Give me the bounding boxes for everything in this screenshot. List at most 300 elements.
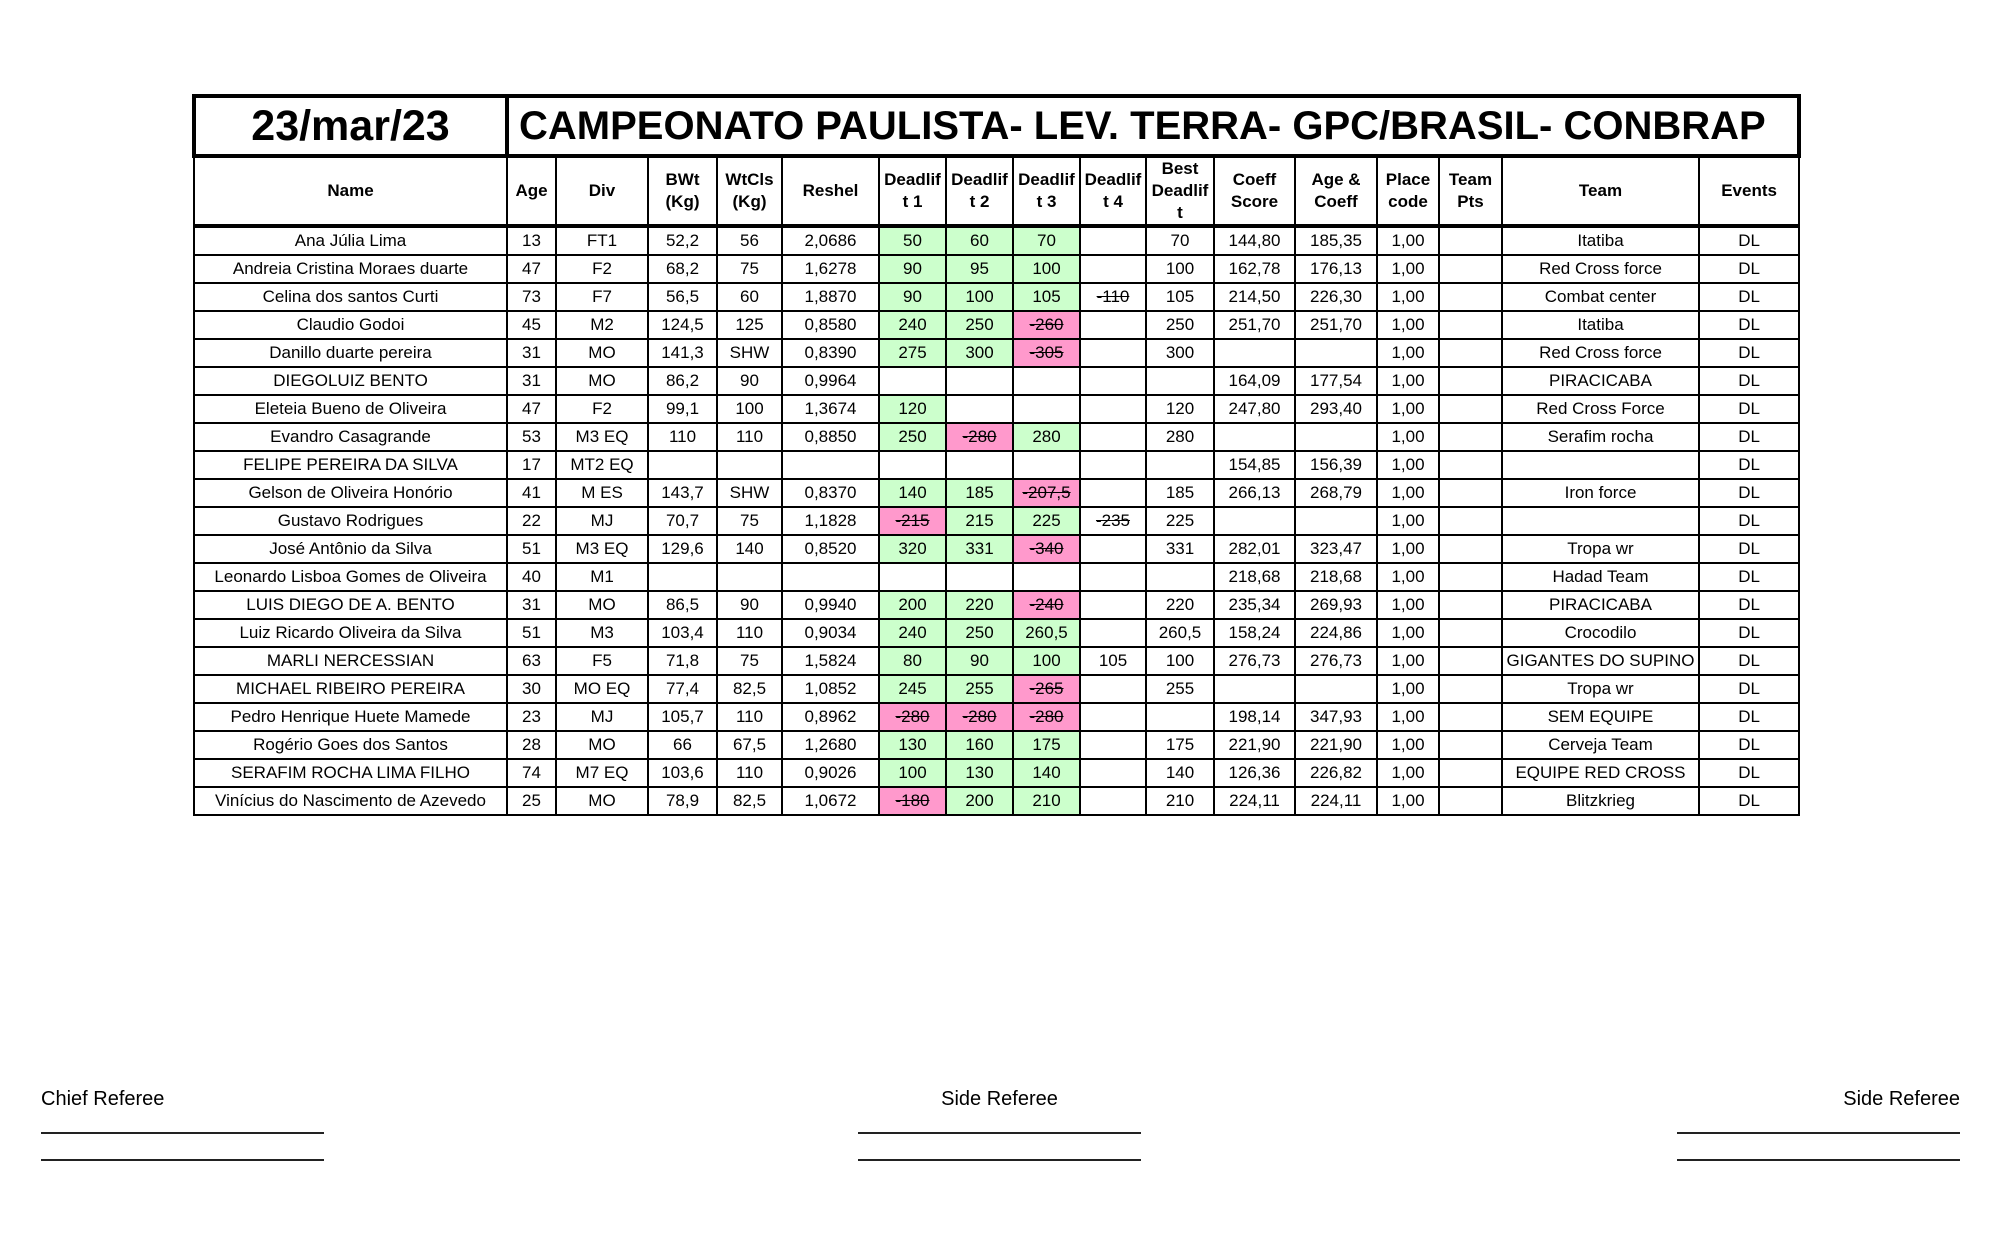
- athlete-name: Leonardo Lisboa Gomes de Oliveira: [194, 563, 507, 591]
- team-cell: [1502, 451, 1699, 479]
- deadlift-attempt-1: 275: [879, 339, 946, 367]
- best-deadlift-cell: 175: [1146, 731, 1214, 759]
- table-row: [194, 675, 1799, 703]
- bodyweight-cell: 105,7: [648, 703, 717, 731]
- age-coeff-cell: 323,47: [1295, 535, 1377, 563]
- deadlift-attempt-3: 105: [1013, 283, 1080, 311]
- age-coeff-cell: 156,39: [1295, 451, 1377, 479]
- bodyweight-cell: 86,2: [648, 367, 717, 395]
- age-cell: 28: [507, 731, 556, 759]
- deadlift-attempt-2: [946, 395, 1013, 423]
- column-header-deadlift-2: Deadlif t 2: [946, 156, 1013, 226]
- table-row: [194, 703, 1799, 731]
- table-row: [194, 339, 1799, 367]
- team-pts-cell: [1439, 479, 1502, 507]
- coeff-score-cell: 198,14: [1214, 703, 1295, 731]
- weight-class-cell: 75: [717, 255, 782, 283]
- team-cell: Iron force: [1502, 479, 1699, 507]
- side-referee-1-label: Side Referee: [941, 1088, 1058, 1110]
- best-deadlift-cell: 100: [1146, 255, 1214, 283]
- age-cell: 31: [507, 367, 556, 395]
- age-coeff-cell: 293,40: [1295, 395, 1377, 423]
- table-row: [194, 647, 1799, 675]
- reshel-cell: 0,8370: [782, 479, 879, 507]
- best-deadlift-cell: 70: [1146, 226, 1214, 255]
- bodyweight-cell: 141,3: [648, 339, 717, 367]
- reshel-cell: 0,9034: [782, 619, 879, 647]
- results-sheet: [192, 94, 1797, 816]
- place-code-cell: 1,00: [1377, 619, 1439, 647]
- team-pts-cell: [1439, 787, 1502, 815]
- age-cell: 51: [507, 535, 556, 563]
- bodyweight-cell: 52,2: [648, 226, 717, 255]
- column-header-div: Div: [556, 156, 648, 226]
- division-cell: M3: [556, 619, 648, 647]
- athlete-name: Danillo duarte pereira: [194, 339, 507, 367]
- place-code-cell: 1,00: [1377, 759, 1439, 787]
- team-cell: Blitzkrieg: [1502, 787, 1699, 815]
- deadlift-attempt-1: -180: [879, 787, 946, 815]
- age-coeff-cell: 251,70: [1295, 311, 1377, 339]
- age-coeff-cell: 224,86: [1295, 619, 1377, 647]
- bodyweight-cell: 71,8: [648, 647, 717, 675]
- place-code-cell: 1,00: [1377, 675, 1439, 703]
- deadlift-attempt-1: 80: [879, 647, 946, 675]
- deadlift-attempt-2: [946, 367, 1013, 395]
- deadlift-attempt-4: [1080, 423, 1146, 451]
- place-code-cell: 1,00: [1377, 535, 1439, 563]
- bodyweight-cell: 103,4: [648, 619, 717, 647]
- age-cell: 31: [507, 591, 556, 619]
- deadlift-attempt-3: 210: [1013, 787, 1080, 815]
- age-coeff-cell: 224,11: [1295, 787, 1377, 815]
- age-cell: 22: [507, 507, 556, 535]
- place-code-cell: 1,00: [1377, 311, 1439, 339]
- team-pts-cell: [1439, 591, 1502, 619]
- bodyweight-cell: 129,6: [648, 535, 717, 563]
- bodyweight-cell: 70,7: [648, 507, 717, 535]
- column-header-coeff-score: Coeff Score: [1214, 156, 1295, 226]
- column-header-deadlift-1: Deadlif t 1: [879, 156, 946, 226]
- place-code-cell: 1,00: [1377, 423, 1439, 451]
- column-header-deadlift-3: Deadlif t 3: [1013, 156, 1080, 226]
- reshel-cell: 1,2680: [782, 731, 879, 759]
- best-deadlift-cell: 100: [1146, 647, 1214, 675]
- place-code-cell: 1,00: [1377, 647, 1439, 675]
- team-pts-cell: [1439, 703, 1502, 731]
- best-deadlift-cell: 331: [1146, 535, 1214, 563]
- age-coeff-cell: [1295, 675, 1377, 703]
- age-coeff-cell: 226,30: [1295, 283, 1377, 311]
- column-header-team: Team: [1502, 156, 1699, 226]
- division-cell: F5: [556, 647, 648, 675]
- division-cell: M2: [556, 311, 648, 339]
- age-cell: 51: [507, 619, 556, 647]
- age-cell: 13: [507, 226, 556, 255]
- deadlift-attempt-4: [1080, 311, 1146, 339]
- deadlift-attempt-1: 240: [879, 311, 946, 339]
- athlete-name: LUIS DIEGO DE A. BENTO: [194, 591, 507, 619]
- reshel-cell: 0,9026: [782, 759, 879, 787]
- best-deadlift-cell: 225: [1146, 507, 1214, 535]
- age-coeff-cell: 226,82: [1295, 759, 1377, 787]
- division-cell: F2: [556, 395, 648, 423]
- column-header-best-deadlift: Best Deadlif t: [1146, 156, 1214, 226]
- deadlift-attempt-2: 130: [946, 759, 1013, 787]
- team-pts-cell: [1439, 423, 1502, 451]
- reshel-cell: 0,8850: [782, 423, 879, 451]
- athlete-name: MARLI NERCESSIAN: [194, 647, 507, 675]
- deadlift-attempt-3: 140: [1013, 759, 1080, 787]
- bodyweight-cell: 68,2: [648, 255, 717, 283]
- coeff-score-cell: 221,90: [1214, 731, 1295, 759]
- deadlift-attempt-2: 300: [946, 339, 1013, 367]
- events-cell: DL: [1699, 731, 1799, 759]
- coeff-score-cell: 144,80: [1214, 226, 1295, 255]
- column-header-row: [194, 156, 1799, 226]
- age-cell: 23: [507, 703, 556, 731]
- best-deadlift-cell: 300: [1146, 339, 1214, 367]
- column-header-name: Name: [194, 156, 507, 226]
- age-cell: 47: [507, 395, 556, 423]
- reshel-cell: 1,3674: [782, 395, 879, 423]
- age-cell: 45: [507, 311, 556, 339]
- coeff-score-cell: 164,09: [1214, 367, 1295, 395]
- deadlift-attempt-2: [946, 451, 1013, 479]
- events-cell: DL: [1699, 423, 1799, 451]
- weight-class-cell: 82,5: [717, 787, 782, 815]
- reshel-cell: 1,5824: [782, 647, 879, 675]
- team-cell: Red Cross force: [1502, 255, 1699, 283]
- deadlift-attempt-3: 280: [1013, 423, 1080, 451]
- place-code-cell: 1,00: [1377, 591, 1439, 619]
- team-pts-cell: [1439, 647, 1502, 675]
- deadlift-attempt-3: -260: [1013, 311, 1080, 339]
- division-cell: MT2 EQ: [556, 451, 648, 479]
- coeff-score-cell: [1214, 423, 1295, 451]
- athlete-name: SERAFIM ROCHA LIMA FILHO: [194, 759, 507, 787]
- place-code-cell: 1,00: [1377, 255, 1439, 283]
- events-cell: DL: [1699, 339, 1799, 367]
- athlete-name: Vinícius do Nascimento de Azevedo: [194, 787, 507, 815]
- athlete-name: Gustavo Rodrigues: [194, 507, 507, 535]
- deadlift-attempt-1: 200: [879, 591, 946, 619]
- athlete-name: Rogério Goes dos Santos: [194, 731, 507, 759]
- deadlift-attempt-2: 185: [946, 479, 1013, 507]
- coeff-score-cell: [1214, 507, 1295, 535]
- side-referee-2-signature-line-2: [1677, 1159, 1960, 1161]
- column-header-deadlift-4: Deadlif t 4: [1080, 156, 1146, 226]
- team-cell: EQUIPE RED CROSS: [1502, 759, 1699, 787]
- weight-class-cell: 60: [717, 283, 782, 311]
- place-code-cell: 1,00: [1377, 507, 1439, 535]
- events-cell: DL: [1699, 675, 1799, 703]
- table-row: [194, 311, 1799, 339]
- team-pts-cell: [1439, 535, 1502, 563]
- deadlift-attempt-3: 175: [1013, 731, 1080, 759]
- bodyweight-cell: 86,5: [648, 591, 717, 619]
- table-row: [194, 591, 1799, 619]
- best-deadlift-cell: 255: [1146, 675, 1214, 703]
- deadlift-attempt-4: -110: [1080, 283, 1146, 311]
- coeff-score-cell: 126,36: [1214, 759, 1295, 787]
- team-pts-cell: [1439, 507, 1502, 535]
- deadlift-attempt-1: [879, 451, 946, 479]
- age-cell: 74: [507, 759, 556, 787]
- team-pts-cell: [1439, 339, 1502, 367]
- table-row: [194, 507, 1799, 535]
- reshel-cell: 1,8870: [782, 283, 879, 311]
- events-cell: DL: [1699, 619, 1799, 647]
- title-row: [194, 96, 1799, 156]
- deadlift-attempt-4: [1080, 619, 1146, 647]
- team-cell: GIGANTES DO SUPINO: [1502, 647, 1699, 675]
- deadlift-attempt-2: 220: [946, 591, 1013, 619]
- weight-class-cell: 82,5: [717, 675, 782, 703]
- athlete-name: MICHAEL RIBEIRO PEREIRA: [194, 675, 507, 703]
- deadlift-attempt-3: 100: [1013, 255, 1080, 283]
- age-cell: 47: [507, 255, 556, 283]
- side-referee-1-signature-line-1: [858, 1132, 1141, 1134]
- events-cell: DL: [1699, 647, 1799, 675]
- meet-title: CAMPEONATO PAULISTA- LEV. TERRA- GPC/BRASIL- CONBRAP: [507, 96, 1799, 156]
- side-referee-2-label: Side Referee: [1843, 1088, 1960, 1110]
- deadlift-attempt-4: [1080, 703, 1146, 731]
- weight-class-cell: 90: [717, 591, 782, 619]
- deadlift-attempt-2: 90: [946, 647, 1013, 675]
- coeff-score-cell: 224,11: [1214, 787, 1295, 815]
- table-row: [194, 226, 1799, 255]
- table-row: [194, 535, 1799, 563]
- deadlift-attempt-2: 250: [946, 619, 1013, 647]
- weight-class-cell: [717, 563, 782, 591]
- best-deadlift-cell: 280: [1146, 423, 1214, 451]
- athlete-name: Eleteia Bueno de Oliveira: [194, 395, 507, 423]
- deadlift-attempt-2: 215: [946, 507, 1013, 535]
- coeff-score-cell: 235,34: [1214, 591, 1295, 619]
- place-code-cell: 1,00: [1377, 339, 1439, 367]
- events-cell: DL: [1699, 703, 1799, 731]
- best-deadlift-cell: 210: [1146, 787, 1214, 815]
- place-code-cell: 1,00: [1377, 367, 1439, 395]
- team-cell: [1502, 507, 1699, 535]
- deadlift-attempt-1: 240: [879, 619, 946, 647]
- table-row: [194, 255, 1799, 283]
- division-cell: M3 EQ: [556, 535, 648, 563]
- division-cell: F7: [556, 283, 648, 311]
- age-coeff-cell: [1295, 423, 1377, 451]
- bodyweight-cell: 110: [648, 423, 717, 451]
- best-deadlift-cell: 250: [1146, 311, 1214, 339]
- deadlift-attempt-1: 245: [879, 675, 946, 703]
- deadlift-attempt-3: 225: [1013, 507, 1080, 535]
- deadlift-attempt-4: [1080, 591, 1146, 619]
- coeff-score-cell: [1214, 339, 1295, 367]
- age-coeff-cell: 221,90: [1295, 731, 1377, 759]
- team-pts-cell: [1439, 283, 1502, 311]
- best-deadlift-cell: [1146, 703, 1214, 731]
- team-pts-cell: [1439, 619, 1502, 647]
- deadlift-attempt-3: -340: [1013, 535, 1080, 563]
- team-pts-cell: [1439, 255, 1502, 283]
- deadlift-attempt-1: -215: [879, 507, 946, 535]
- reshel-cell: 0,9964: [782, 367, 879, 395]
- deadlift-attempt-4: [1080, 451, 1146, 479]
- chief-referee-label: Chief Referee: [41, 1088, 165, 1110]
- events-cell: DL: [1699, 283, 1799, 311]
- deadlift-attempt-1: 250: [879, 423, 946, 451]
- team-cell: PIRACICABA: [1502, 367, 1699, 395]
- deadlift-attempt-1: [879, 563, 946, 591]
- reshel-cell: 1,0672: [782, 787, 879, 815]
- best-deadlift-cell: 260,5: [1146, 619, 1214, 647]
- deadlift-attempt-2: 160: [946, 731, 1013, 759]
- team-pts-cell: [1439, 563, 1502, 591]
- reshel-cell: 0,9940: [782, 591, 879, 619]
- column-header-team-pts: Team Pts: [1439, 156, 1502, 226]
- division-cell: M ES: [556, 479, 648, 507]
- deadlift-attempt-4: [1080, 787, 1146, 815]
- team-pts-cell: [1439, 675, 1502, 703]
- division-cell: MJ: [556, 507, 648, 535]
- division-cell: MO: [556, 787, 648, 815]
- weight-class-cell: 110: [717, 423, 782, 451]
- reshel-cell: [782, 451, 879, 479]
- division-cell: FT1: [556, 226, 648, 255]
- bodyweight-cell: 78,9: [648, 787, 717, 815]
- deadlift-attempt-4: [1080, 535, 1146, 563]
- events-cell: DL: [1699, 563, 1799, 591]
- deadlift-attempt-2: 250: [946, 311, 1013, 339]
- deadlift-attempt-2: 95: [946, 255, 1013, 283]
- athlete-name: Claudio Godoi: [194, 311, 507, 339]
- coeff-score-cell: 218,68: [1214, 563, 1295, 591]
- division-cell: M1: [556, 563, 648, 591]
- coeff-score-cell: 276,73: [1214, 647, 1295, 675]
- weight-class-cell: 125: [717, 311, 782, 339]
- deadlift-attempt-1: 90: [879, 255, 946, 283]
- meet-date: 23/mar/23: [194, 96, 507, 156]
- weight-class-cell: 110: [717, 759, 782, 787]
- events-cell: DL: [1699, 787, 1799, 815]
- best-deadlift-cell: 140: [1146, 759, 1214, 787]
- division-cell: MO: [556, 591, 648, 619]
- weight-class-cell: 140: [717, 535, 782, 563]
- bodyweight-cell: [648, 451, 717, 479]
- team-cell: Red Cross force: [1502, 339, 1699, 367]
- table-row: [194, 423, 1799, 451]
- place-code-cell: 1,00: [1377, 283, 1439, 311]
- place-code-cell: 1,00: [1377, 451, 1439, 479]
- deadlift-attempt-3: -240: [1013, 591, 1080, 619]
- coeff-score-cell: 247,80: [1214, 395, 1295, 423]
- deadlift-attempt-2: 200: [946, 787, 1013, 815]
- bodyweight-cell: 56,5: [648, 283, 717, 311]
- team-pts-cell: [1439, 759, 1502, 787]
- athlete-name: Ana Júlia Lima: [194, 226, 507, 255]
- deadlift-attempt-1: 120: [879, 395, 946, 423]
- deadlift-attempt-2: -280: [946, 703, 1013, 731]
- best-deadlift-cell: [1146, 563, 1214, 591]
- reshel-cell: 0,8520: [782, 535, 879, 563]
- deadlift-attempt-1: 100: [879, 759, 946, 787]
- deadlift-attempt-3: 100: [1013, 647, 1080, 675]
- team-cell: Crocodilo: [1502, 619, 1699, 647]
- events-cell: DL: [1699, 226, 1799, 255]
- age-cell: 17: [507, 451, 556, 479]
- deadlift-attempt-4: [1080, 479, 1146, 507]
- age-coeff-cell: 276,73: [1295, 647, 1377, 675]
- best-deadlift-cell: [1146, 451, 1214, 479]
- deadlift-attempt-4: [1080, 226, 1146, 255]
- reshel-cell: 2,0686: [782, 226, 879, 255]
- team-cell: Red Cross Force: [1502, 395, 1699, 423]
- column-header-place-code: Place code: [1377, 156, 1439, 226]
- column-header-wtcls: WtCls (Kg): [717, 156, 782, 226]
- coeff-score-cell: 158,24: [1214, 619, 1295, 647]
- athlete-name: Andreia Cristina Moraes duarte: [194, 255, 507, 283]
- weight-class-cell: 90: [717, 367, 782, 395]
- age-coeff-cell: 218,68: [1295, 563, 1377, 591]
- weight-class-cell: 110: [717, 619, 782, 647]
- table-row: [194, 451, 1799, 479]
- events-cell: DL: [1699, 535, 1799, 563]
- deadlift-attempt-3: -280: [1013, 703, 1080, 731]
- age-coeff-cell: 268,79: [1295, 479, 1377, 507]
- coeff-score-cell: 266,13: [1214, 479, 1295, 507]
- deadlift-attempt-2: [946, 563, 1013, 591]
- age-cell: 53: [507, 423, 556, 451]
- best-deadlift-cell: 105: [1146, 283, 1214, 311]
- place-code-cell: 1,00: [1377, 563, 1439, 591]
- events-cell: DL: [1699, 479, 1799, 507]
- weight-class-cell: [717, 451, 782, 479]
- coeff-score-cell: 214,50: [1214, 283, 1295, 311]
- team-pts-cell: [1439, 451, 1502, 479]
- division-cell: MO: [556, 367, 648, 395]
- deadlift-attempt-4: [1080, 255, 1146, 283]
- events-cell: DL: [1699, 311, 1799, 339]
- bodyweight-cell: [648, 563, 717, 591]
- deadlift-attempt-4: [1080, 339, 1146, 367]
- deadlift-attempt-1: 90: [879, 283, 946, 311]
- deadlift-attempt-1: 320: [879, 535, 946, 563]
- bodyweight-cell: 124,5: [648, 311, 717, 339]
- deadlift-attempt-3: -265: [1013, 675, 1080, 703]
- team-pts-cell: [1439, 226, 1502, 255]
- age-coeff-cell: [1295, 507, 1377, 535]
- athlete-name: DIEGOLUIZ BENTO: [194, 367, 507, 395]
- side-referee-1-signature-line-2: [858, 1159, 1141, 1161]
- bodyweight-cell: 99,1: [648, 395, 717, 423]
- age-cell: 30: [507, 675, 556, 703]
- coeff-score-cell: 154,85: [1214, 451, 1295, 479]
- athlete-name: Luiz Ricardo Oliveira da Silva: [194, 619, 507, 647]
- deadlift-attempt-2: 60: [946, 226, 1013, 255]
- column-header-reshel: Reshel: [782, 156, 879, 226]
- deadlift-attempt-2: 100: [946, 283, 1013, 311]
- deadlift-attempt-2: 255: [946, 675, 1013, 703]
- table-row: [194, 731, 1799, 759]
- bodyweight-cell: 143,7: [648, 479, 717, 507]
- events-cell: DL: [1699, 451, 1799, 479]
- results-body: [194, 226, 1799, 815]
- deadlift-attempt-2: 331: [946, 535, 1013, 563]
- deadlift-attempt-1: 140: [879, 479, 946, 507]
- athlete-name: Gelson de Oliveira Honório: [194, 479, 507, 507]
- chief-referee-signature-line-1: [41, 1132, 324, 1134]
- athlete-name: Pedro Henrique Huete Mamede: [194, 703, 507, 731]
